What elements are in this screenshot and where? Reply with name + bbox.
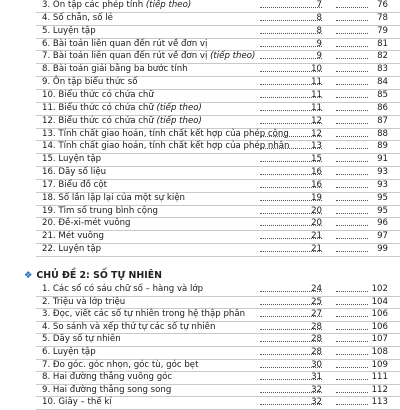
- toc-entry: [0, 397, 400, 408]
- chapter-title: CHỦ ĐỀ 2: SỐ TỰ NHIÊN: [36, 270, 162, 281]
- page-number-b: 106: [371, 309, 388, 320]
- page-number-a: 19: [311, 192, 322, 203]
- toc-entry: [0, 64, 400, 75]
- toc-entry-title: 13. Tính chất giao hoán, tính chất kết hợp của phép cộng: [42, 128, 289, 139]
- page-number-a: 27: [311, 309, 322, 320]
- toc-entry-title: 22. Luyện tập: [42, 244, 102, 255]
- toc-entry-title: 17. Biểu đồ cột: [42, 179, 107, 190]
- toc-entry: [0, 385, 400, 396]
- page-number-a: 9: [316, 51, 322, 62]
- toc-entry: [0, 103, 400, 114]
- toc-entry: [0, 206, 400, 217]
- toc-entry-title: 11. Biểu thức có chứa chữ (tiếp theo): [42, 102, 202, 113]
- page-number-a: 24: [311, 284, 322, 294]
- page-number-b: 85: [377, 89, 388, 100]
- page-number-a: 16: [311, 179, 322, 190]
- toc-entry: [0, 180, 400, 191]
- toc-entry-title: 8. Hai đường thẳng vuông góc: [42, 372, 173, 383]
- page-number-b: 79: [377, 25, 388, 36]
- toc-entry-title: 7. Bài toán liên quan đến rút về đơn vị (tiếp theo): [42, 51, 256, 62]
- page-number-b: 84: [377, 77, 388, 88]
- toc-entry-title: 19. Tìm số trung bình cộng: [42, 205, 158, 216]
- page-number-b: 102: [371, 284, 388, 294]
- toc-entry: [0, 322, 400, 333]
- page-number-a: 16: [311, 167, 322, 178]
- page-number-a: 8: [316, 25, 322, 36]
- page-number-b: 112: [371, 384, 388, 395]
- page-number-b: 93: [377, 179, 388, 190]
- page-number-a: 28: [311, 347, 322, 357]
- toc-entry-title: 5. Luyện tập: [42, 25, 96, 36]
- toc-entry-title: 14. Tính chất giao hoán, tính chất kết hợp của phép nhân: [42, 141, 290, 152]
- page-number-a: 32: [311, 384, 322, 395]
- page-number-a: 12: [311, 128, 322, 139]
- toc-entry: [0, 347, 400, 358]
- page-number-a: 11: [311, 89, 322, 100]
- page-number-b: 99: [377, 244, 388, 255]
- page-number-a: 13: [311, 141, 322, 152]
- page-number-b: 106: [371, 321, 388, 332]
- toc-entry-title: 10. Giây – thế kỉ: [42, 397, 112, 408]
- page-number-a: 15: [311, 154, 322, 165]
- page-number-b: 97: [377, 231, 388, 242]
- page-number-a: 11: [311, 77, 322, 88]
- page-number-a: 25: [311, 296, 322, 307]
- toc-entry-title: 3. Ôn tập các phép tính (tiếp theo): [42, 0, 192, 10]
- toc-entry: [0, 284, 400, 295]
- page-number-a: 32: [311, 397, 322, 408]
- toc-entry-title: 10. Biểu thức có chứa chữ: [42, 89, 154, 100]
- toc-entry: [0, 334, 400, 345]
- page-number-b: 87: [377, 115, 388, 126]
- toc-entry: [0, 116, 400, 127]
- toc-entry-title: 4. So sánh và xếp thứ tự các số tự nhiên: [42, 321, 216, 332]
- page-number-b: 107: [371, 334, 388, 345]
- page-number-b: 89: [377, 141, 388, 152]
- toc-entry-title: 21. Mét vuông: [42, 231, 104, 242]
- toc-entry: [0, 129, 400, 140]
- toc-entry-title: 18. Số lần lặp lại của một sự kiện: [42, 192, 185, 203]
- toc-entry: [0, 26, 400, 37]
- page-number-b: 96: [377, 218, 388, 229]
- toc-entry: [0, 13, 400, 24]
- page-number-a: 10: [311, 64, 322, 75]
- toc-entry-title: 15. Luyện tập: [42, 154, 102, 165]
- toc-entry-title: 9. Hai đường thẳng song song: [42, 384, 172, 395]
- toc-entry: [0, 90, 400, 101]
- page-number-a: 20: [311, 218, 322, 229]
- toc-entry: [0, 154, 400, 165]
- page-number-b: 95: [377, 205, 388, 216]
- page-number-a: 8: [316, 12, 322, 23]
- toc-entry-title: 16. Dãy số liệu: [42, 167, 107, 178]
- page-number-b: 81: [377, 38, 388, 49]
- toc-entry-title: 8. Bài toán giải bằng ba bước tính: [42, 64, 188, 75]
- page-number-a: 9: [316, 38, 322, 49]
- toc-entry-title: 1. Các số có sáu chữ số – hàng và lớp: [42, 284, 204, 294]
- toc-entry: [0, 297, 400, 308]
- row-divider: [36, 256, 400, 257]
- toc-entry: [0, 218, 400, 229]
- page-number-a: 28: [311, 334, 322, 345]
- page-number-a: 21: [311, 244, 322, 255]
- chapter-heading: [24, 269, 162, 283]
- toc-entry-title: 3. Đọc, viết các số tự nhiên trong hệ thập phân: [42, 309, 246, 320]
- toc-entry: [0, 231, 400, 242]
- toc-entry-title: 7. Đo góc. góc nhọn, góc tù, góc bẹt: [42, 359, 199, 370]
- page-number-b: 109: [371, 359, 388, 370]
- page-number-b: 104: [371, 296, 388, 307]
- page-number-b: 108: [371, 347, 388, 357]
- toc-entry: [0, 309, 400, 320]
- toc-entry: [0, 0, 400, 11]
- page-number-b: 91: [377, 154, 388, 165]
- toc-entry: [0, 193, 400, 204]
- toc-entry-title: 6. Luyện tập: [42, 347, 96, 357]
- page-number-b: 111: [371, 372, 388, 383]
- page-number-b: 95: [377, 192, 388, 203]
- page-number-b: 83: [377, 64, 388, 75]
- page-number-b: 93: [377, 167, 388, 178]
- page-number-a: 30: [311, 359, 322, 370]
- toc-entry: [0, 360, 400, 371]
- page-number-b: 113: [371, 397, 388, 408]
- toc-entry: [0, 141, 400, 152]
- page-number-a: 20: [311, 205, 322, 216]
- page-number-b: 88: [377, 128, 388, 139]
- toc-entry-title: 2. Triệu và lớp triệu: [42, 296, 126, 307]
- toc-entry: [0, 372, 400, 383]
- toc-entry-title: 5. Dãy số tự nhiên: [42, 334, 121, 345]
- toc-entry-title: 20. Đề-xi-mét vuông: [42, 218, 131, 229]
- toc-entry-title: 12. Biểu thức có chứa chữ (tiếp theo): [42, 115, 202, 126]
- page-number-a: 7: [316, 0, 322, 10]
- toc-entry: [0, 51, 400, 62]
- page-number-a: 31: [311, 372, 322, 383]
- page-number-a: 28: [311, 321, 322, 332]
- diamond-bullet-icon: ❖: [24, 270, 33, 281]
- toc-entry: [0, 167, 400, 178]
- toc-entry-title: 4. Số chẵn, số lẻ: [42, 12, 113, 23]
- page-number-a: 21: [311, 231, 322, 242]
- page-number-b: 78: [377, 12, 388, 23]
- toc-entry: [0, 77, 400, 88]
- page-number-b: 82: [377, 51, 388, 62]
- toc-entry: [0, 39, 400, 50]
- toc-entry: [0, 244, 400, 255]
- page-number-a: 12: [311, 115, 322, 126]
- page-number-b: 86: [377, 102, 388, 113]
- page-number-a: 11: [311, 102, 322, 113]
- page-number-b: 76: [377, 0, 388, 10]
- toc-entry-title: 9. Ôn tập biểu thức số: [42, 77, 138, 88]
- toc-entry-title: 6. Bài toán liên quan đến rút về đơn vị: [42, 38, 208, 49]
